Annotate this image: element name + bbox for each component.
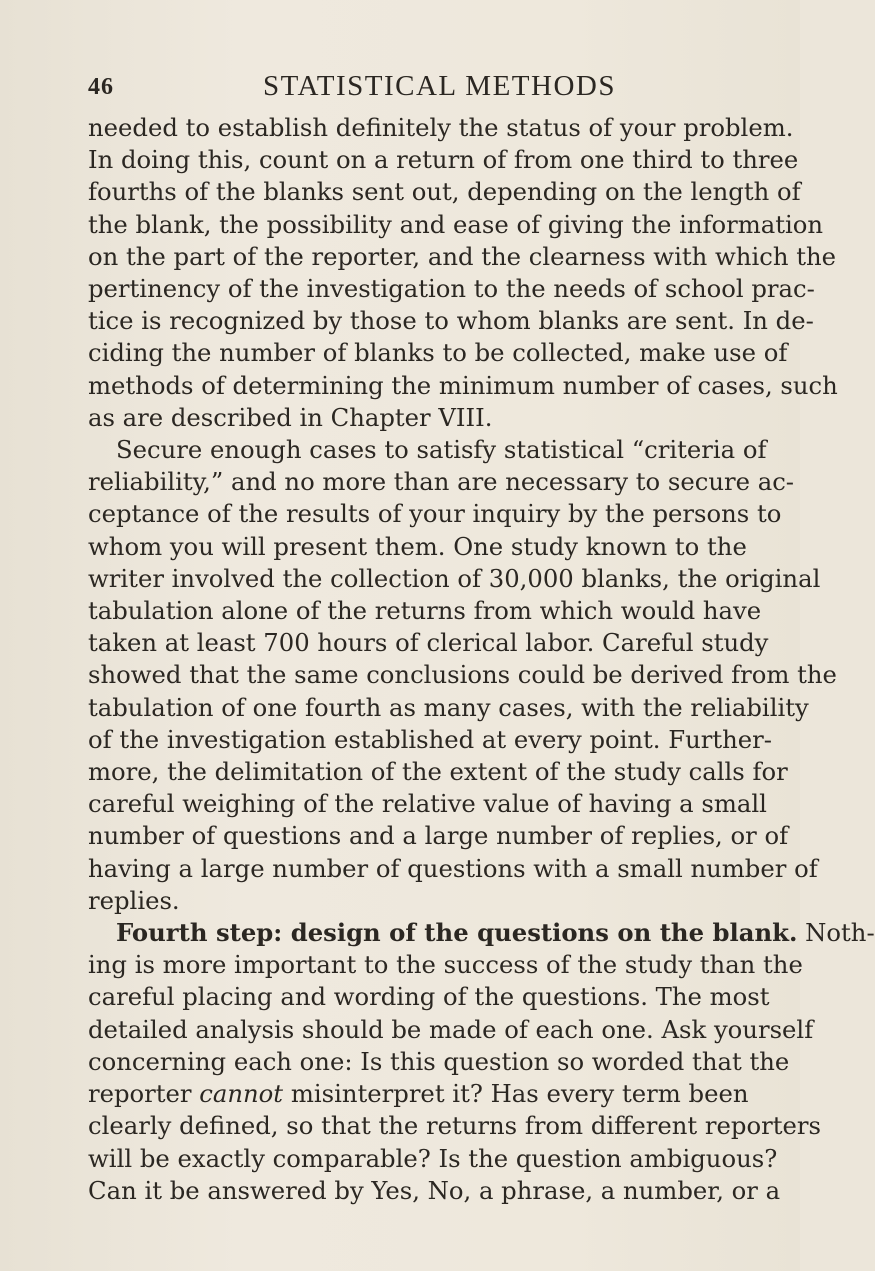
running-title: STATISTICAL METHODS	[263, 70, 616, 102]
text-line: of the investigation established at every point. Further-	[88, 724, 772, 754]
text-line: as are described in Chapter VIII.	[88, 402, 493, 432]
text-line: reliability,” and no more than are necessary to secure ac-	[88, 467, 795, 497]
text-line: concerning each one: Is this question so worded that the	[88, 1046, 790, 1076]
text-line: careful placing and wording of the questions. The most	[88, 982, 770, 1012]
paragraph-3	[88, 917, 875, 1207]
text-line: will be exactly comparable? Is the question ambiguous?	[88, 1143, 778, 1173]
text-line: whom you will present them. One study known to the	[88, 531, 747, 561]
text-line	[88, 1078, 749, 1110]
section-heading: Fourth step: design of the questions on the blank.	[116, 918, 798, 948]
text-line: careful weighing of the relative value of having a small	[88, 789, 767, 819]
text-line: In doing this, count on a return of from one third to three	[88, 145, 799, 175]
text-fragment: Noth-	[805, 918, 875, 948]
text-line: Can it be answered by Yes, No, a phrase, a number, or a	[88, 1175, 781, 1205]
emphasis: cannot	[199, 1079, 284, 1109]
text-line: ing is more important to the success of the study than the	[88, 950, 803, 980]
page-number: 46	[88, 74, 114, 100]
paragraph-2	[88, 434, 837, 917]
body-text	[88, 112, 875, 1207]
text-line: clearly defined, so that the returns from different reporters	[88, 1111, 821, 1141]
text-line: needed to establish definitely the status of your problem.	[88, 113, 794, 142]
text-line: on the part of the reporter, and the clearness with which the	[88, 241, 836, 271]
text-fragment: reporter	[88, 1079, 192, 1109]
text-fragment: misinterpret it? Has every term been	[290, 1079, 749, 1109]
text-line: number of questions and a large number of replies, or of	[88, 821, 789, 851]
text-line: ceptance of the results of your inquiry by the persons to	[88, 499, 782, 529]
text-line: taken at least 700 hours of clerical labor. Careful study	[88, 628, 769, 658]
text-line: ciding the number of blanks to be collected, make use of	[88, 338, 788, 368]
text-line: having a large number of questions with a small number of	[88, 853, 818, 883]
text-line: methods of determining the minimum number of cases, such	[88, 370, 838, 400]
text-line	[88, 917, 875, 949]
text-line: fourths of the blanks sent out, depending on the length of	[88, 177, 801, 207]
text-line: showed that the same conclusions could be derived from the	[88, 660, 837, 690]
text-line: more, the delimitation of the extent of the study calls for	[88, 757, 788, 787]
text-line: pertinency of the investigation to the needs of school prac-	[88, 274, 815, 304]
text-line: tabulation of one fourth as many cases, with the reliability	[88, 692, 809, 722]
text-line: the blank, the possibility and ease of giving the information	[88, 209, 824, 239]
text-line: writer involved the collection of 30,000 blanks, the original	[88, 563, 821, 593]
page-header	[88, 70, 738, 110]
paragraph-1	[88, 112, 838, 434]
text-line: Secure enough cases to satisfy statistical “criteria of	[116, 435, 767, 465]
text-line: tabulation alone of the returns from which would have	[88, 596, 762, 626]
text-line: replies.	[88, 885, 180, 915]
text-line: tice is recognized by those to whom blanks are sent. In de-	[88, 306, 814, 336]
text-line: detailed analysis should be made of each one. Ask yourself	[88, 1014, 814, 1044]
